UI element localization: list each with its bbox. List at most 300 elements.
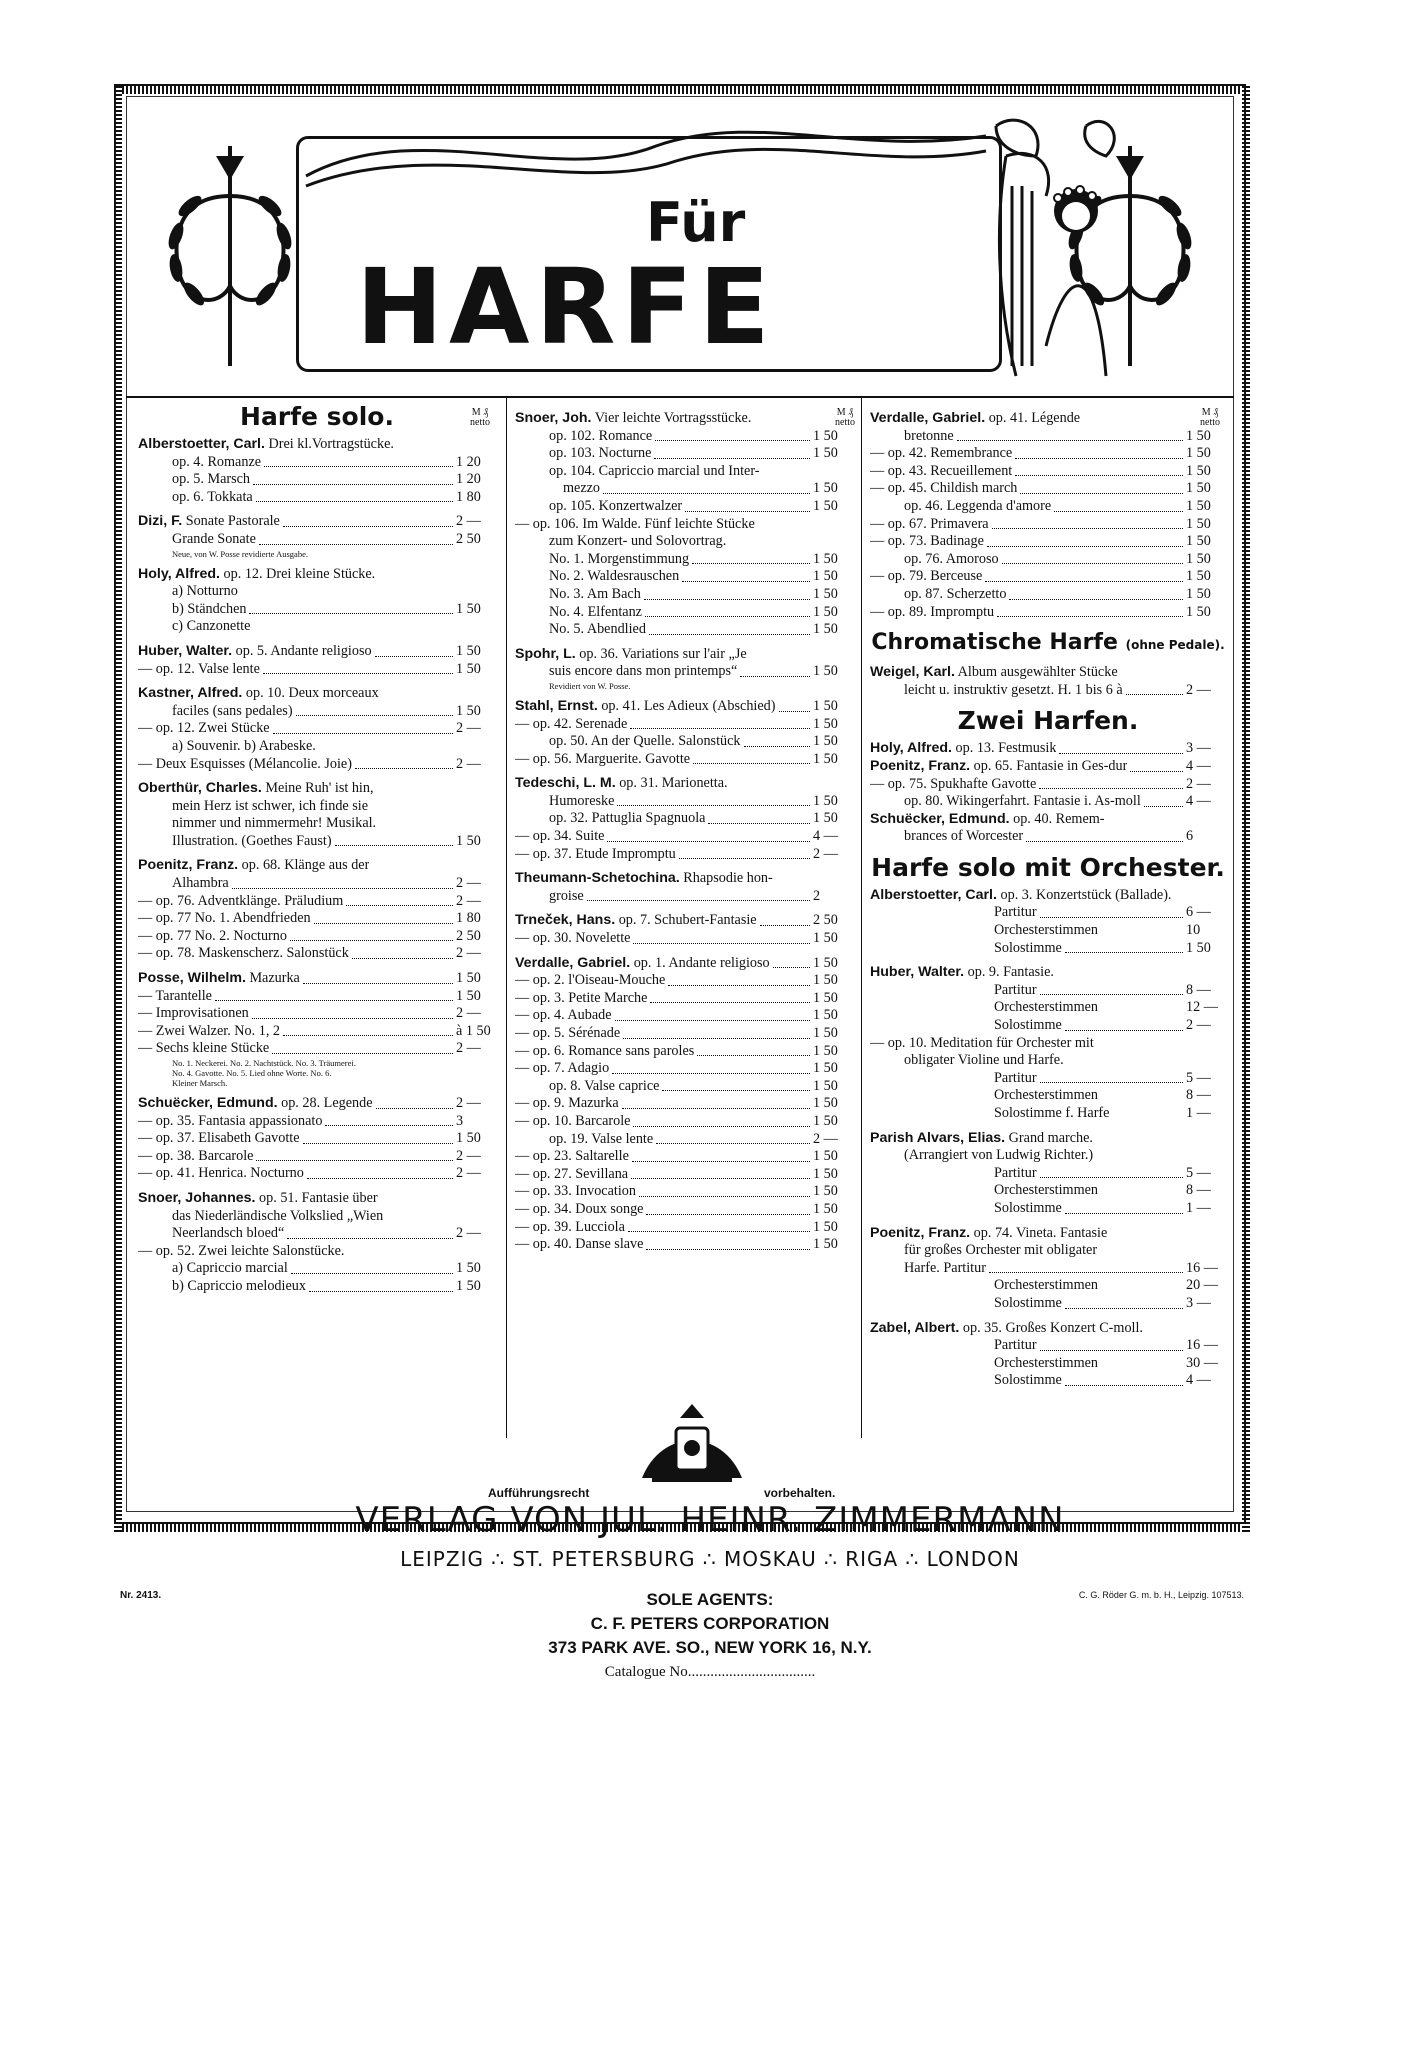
entry-line <box>515 516 853 534</box>
price: 1 50 <box>1186 515 1211 532</box>
entry-title <box>138 1023 280 1041</box>
work-title: op. 105. Konzertwalzer <box>549 497 683 514</box>
entry-line <box>138 513 496 531</box>
work-title: op. 104. Capriccio marcial und Inter- <box>549 462 760 479</box>
dot-leader <box>1144 806 1183 807</box>
dot-leader <box>655 440 810 441</box>
entry-line <box>515 428 853 446</box>
entry-title <box>904 682 1123 700</box>
price: 1 50 <box>813 989 838 1006</box>
work-title: op. 68. Klänge aus der <box>238 857 370 874</box>
entry-title <box>904 428 954 446</box>
price: 1 50 <box>813 663 838 680</box>
dot-leader <box>325 1125 453 1126</box>
work-title: — op. 77 No. 1. Abendfrieden <box>138 910 311 927</box>
entry-title <box>172 471 250 489</box>
entry-line <box>515 810 853 828</box>
price: 8 — <box>1186 981 1211 998</box>
dot-leader <box>1040 917 1183 918</box>
entry-title <box>172 549 308 559</box>
dot-leader <box>615 1020 810 1021</box>
work-title: — op. 4. Aubade <box>515 1007 612 1024</box>
entry-title <box>172 583 238 601</box>
entry-line <box>870 428 1226 446</box>
dot-leader <box>957 440 1183 441</box>
price: 1 50 <box>456 987 481 1004</box>
entry-line <box>138 583 496 601</box>
entry-title <box>138 1113 322 1131</box>
catalogue-entry <box>138 685 496 773</box>
work-title: Grand marche. <box>1005 1129 1093 1146</box>
entry-title <box>994 1355 1098 1373</box>
entry-title <box>870 1130 1093 1148</box>
entry-line <box>515 586 853 604</box>
dot-leader <box>264 466 453 467</box>
entry-title <box>515 972 665 990</box>
entry-line <box>138 1113 496 1131</box>
composer-name: Alberstoetter, Carl. <box>138 436 265 452</box>
section-heading-harfe-mit-orchester: Harfe solo mit Orchester. <box>871 852 1225 882</box>
entry-line <box>138 471 496 489</box>
price: 1 50 <box>813 1007 838 1024</box>
entry-title <box>549 533 726 551</box>
work-title: No. 4. Elfentanz <box>549 603 642 620</box>
entry-title <box>515 410 751 428</box>
work-title: — op. 30. Novelette <box>515 930 631 947</box>
entry-line <box>870 1017 1226 1035</box>
entry-line <box>138 1040 496 1058</box>
work-title: brances of Worcester <box>904 828 1024 845</box>
entry-title <box>904 586 1006 604</box>
dot-leader <box>352 958 453 959</box>
entry-title <box>138 1148 253 1166</box>
price: 4 — <box>1186 1372 1211 1389</box>
entry-line <box>138 643 496 661</box>
entry-title <box>870 964 1054 982</box>
work-title: op. 74. Vineta. Fantasie <box>970 1224 1108 1241</box>
price: 1 50 <box>813 1060 838 1077</box>
price: 1 50 <box>813 497 838 514</box>
price: 2 50 <box>456 530 481 547</box>
dot-leader <box>1054 511 1183 512</box>
entry-line <box>870 586 1226 604</box>
work-title: — op. 3. Petite Marche <box>515 989 648 1006</box>
entry-title <box>515 930 630 948</box>
catalogue-entry <box>138 513 496 558</box>
dot-leader <box>290 940 453 941</box>
catalogue-entry <box>870 887 1226 957</box>
work-title: op. 41. Légende <box>985 410 1081 426</box>
catalogue-entry <box>138 970 496 1088</box>
entry-title <box>138 1190 378 1208</box>
work-title: — op. 7. Adagio <box>515 1060 610 1077</box>
work-title: — op. 35. Fantasia appassionato <box>138 1112 323 1129</box>
entry-title <box>904 1052 1064 1070</box>
work-title: — op. 12. Valse lente <box>138 660 260 677</box>
price: 1 50 <box>813 1042 838 1059</box>
entry-title <box>138 893 343 911</box>
price: 2 — <box>456 875 481 892</box>
dot-leader <box>1126 694 1183 695</box>
composer-name: Posse, Wilhelm. <box>138 970 246 987</box>
dot-leader <box>997 616 1183 617</box>
price: 2 — <box>813 845 838 862</box>
entry-title <box>870 1320 1143 1338</box>
work-title: Drei kl.Vortragstücke. <box>264 436 394 452</box>
dot-leader <box>708 823 810 824</box>
dot-leader <box>685 511 810 512</box>
price: 2 <box>813 887 821 904</box>
dot-leader <box>760 925 810 926</box>
price: 1 20 <box>456 453 481 470</box>
work-title: — op. 75. Spukhafte Gavotte <box>870 775 1037 792</box>
price: 3 — <box>1186 740 1211 757</box>
entry-line <box>515 793 853 811</box>
entry-title <box>172 1058 356 1068</box>
dot-leader <box>1059 753 1183 754</box>
dot-leader <box>612 1073 810 1074</box>
entry-list <box>870 407 1226 621</box>
entry-title <box>904 1242 1097 1260</box>
price: 1 50 <box>456 1277 481 1294</box>
dot-leader <box>375 656 453 657</box>
entry-title <box>994 1070 1037 1088</box>
catalogue-entry <box>515 775 853 863</box>
entry-line <box>515 646 853 664</box>
entry-line <box>515 407 854 428</box>
dot-leader <box>1015 475 1183 476</box>
work-title: obligater Violine und Harfe. <box>904 1052 1064 1069</box>
work-title: Partitur <box>994 904 1037 921</box>
work-title: — op. 45. Childish march <box>870 480 1018 497</box>
work-title: nimmer und nimmermehr! Musikal. <box>172 815 377 832</box>
entry-title <box>138 780 374 798</box>
section-heading-harfe-solo: Harfe solo. <box>240 402 394 431</box>
entry-title <box>870 445 1012 463</box>
entry-title <box>870 664 1118 682</box>
catalogue-entry <box>870 1130 1226 1218</box>
entry-line <box>515 1148 853 1166</box>
entry-title <box>515 955 770 973</box>
price: 1 50 <box>456 600 481 617</box>
work-title: Partitur <box>994 1337 1037 1354</box>
entry-title <box>515 1113 630 1131</box>
dot-leader <box>1065 1213 1183 1214</box>
work-title: — op. 9. Mazurka <box>515 1095 619 1112</box>
work-title: op. 5. Marsch <box>172 471 251 488</box>
entry-line <box>515 733 853 751</box>
composer-name: Zabel, Albert. <box>870 1319 960 1336</box>
entry-title <box>515 698 776 716</box>
work-title: leicht u. instruktiv gesetzt. H. 1 bis 6 à <box>904 681 1123 698</box>
entry-title <box>994 940 1062 958</box>
work-title: No. 4. Gavotte. No. 5. Lied ohne Worte. No. 6. <box>172 1068 332 1078</box>
dot-leader <box>630 728 810 729</box>
entry-title <box>515 828 604 846</box>
price: 1 80 <box>456 488 481 505</box>
entry-title <box>549 888 584 906</box>
work-title: — op. 41. Henrica. Nocturno <box>138 1165 304 1182</box>
entry-line <box>138 549 496 559</box>
entry-line <box>870 463 1226 481</box>
entry-list <box>138 436 496 1296</box>
work-title: Neerlandsch bloed“ <box>172 1225 285 1242</box>
price: 1 50 <box>813 1236 838 1253</box>
entry-title <box>870 776 1036 794</box>
work-title: op. 12. Drei kleine Stücke. <box>219 565 376 582</box>
composer-name: Dizi, F. <box>138 513 183 530</box>
entry-title <box>515 1166 628 1184</box>
entry-line <box>870 1130 1226 1148</box>
dot-leader <box>1040 994 1183 995</box>
entry-title <box>549 604 642 622</box>
entry-line <box>515 1025 853 1043</box>
entry-line <box>138 910 496 928</box>
catalogue-entry <box>515 912 853 947</box>
entry-title <box>515 716 627 734</box>
price: 2 — <box>456 755 481 772</box>
entry-title <box>172 1078 227 1088</box>
work-title: — op. 106. Im Walde. Fünf leichte Stücke <box>515 515 755 532</box>
entry-title <box>138 1040 269 1058</box>
dot-leader <box>992 528 1183 529</box>
dot-leader <box>633 1126 810 1127</box>
entry-title <box>994 1105 1109 1123</box>
dot-leader <box>346 905 453 906</box>
title-header <box>126 96 1234 398</box>
netto-label: netto <box>835 417 855 428</box>
entry-title <box>904 1147 1093 1165</box>
work-title: — op. 5. Sérénade <box>515 1025 621 1041</box>
dot-leader <box>263 673 453 674</box>
price: 1 50 <box>1186 462 1211 479</box>
entry-line <box>138 1165 496 1183</box>
dot-leader <box>1026 841 1183 842</box>
composer-name: Snoer, Joh. <box>515 410 592 426</box>
work-title: Grande Sonate <box>172 530 256 547</box>
dot-leader <box>1015 458 1183 459</box>
work-title: Solostimme <box>994 1294 1062 1311</box>
entry-line <box>138 685 496 703</box>
catalogue-entry <box>515 698 853 768</box>
composer-name: Parish Alvars, Elias. <box>870 1129 1006 1146</box>
price: 2 — <box>1186 775 1211 792</box>
price: 1 50 <box>813 445 838 462</box>
entry-line <box>138 601 496 619</box>
entry-title <box>994 904 1037 922</box>
entry-title <box>870 463 1012 481</box>
entry-line <box>515 972 853 990</box>
work-title: — op. 77 No. 2. Nocturno <box>138 927 287 944</box>
entry-line <box>870 1147 1226 1165</box>
entry-title <box>515 1060 609 1078</box>
entry-title <box>549 551 689 569</box>
catalogue-entry <box>515 407 854 639</box>
dot-leader <box>283 1035 453 1036</box>
entry-line <box>515 1131 853 1149</box>
entry-line <box>870 1372 1226 1390</box>
entry-line <box>515 604 853 622</box>
price: 1 50 <box>813 480 838 497</box>
dot-leader <box>1065 1030 1183 1031</box>
entry-line <box>138 1208 496 1226</box>
work-title: Partitur <box>994 1069 1037 1086</box>
dot-leader <box>1040 1082 1183 1083</box>
entry-line <box>515 888 853 906</box>
dot-leader <box>587 900 810 901</box>
dot-leader <box>291 1273 453 1274</box>
entry-title <box>549 428 652 446</box>
entry-title <box>172 454 261 472</box>
price: 1 50 <box>813 621 838 638</box>
entry-title <box>172 618 250 636</box>
price: 1 50 <box>813 568 838 585</box>
price: 1 50 <box>1186 445 1211 462</box>
entry-line <box>870 682 1226 700</box>
price: 1 50 <box>1186 603 1211 620</box>
entry-title <box>549 1131 653 1149</box>
entry-list <box>870 664 1226 699</box>
dot-leader <box>256 501 453 502</box>
catalogue-entry <box>515 955 853 1254</box>
currency-label: M ₰ <box>1201 407 1219 418</box>
entry-line <box>138 489 496 507</box>
entry-title <box>172 489 253 507</box>
work-title: No. 3. Am Bach <box>549 585 641 602</box>
work-title: op. 13. Festmusik <box>951 740 1057 757</box>
composer-name: Schuëcker, Edmund. <box>870 810 1010 827</box>
dot-leader <box>631 1178 810 1179</box>
price: 1 50 <box>456 970 481 987</box>
dot-leader <box>656 1143 810 1144</box>
catalogue-entry <box>138 1190 496 1296</box>
price: 12 — <box>1186 999 1218 1016</box>
dot-leader <box>296 715 453 716</box>
entry-line <box>870 828 1226 846</box>
entry-title <box>138 661 260 679</box>
entry-title <box>870 480 1017 498</box>
price: 1 80 <box>456 910 481 927</box>
price: 1 50 <box>813 1112 838 1129</box>
dot-leader <box>740 676 810 677</box>
dot-leader <box>650 1002 810 1003</box>
catalogue-entry <box>515 646 853 691</box>
entry-title <box>515 1025 620 1043</box>
work-title: groise <box>549 887 584 904</box>
dot-leader <box>989 1272 1183 1273</box>
entry-line <box>138 1068 496 1078</box>
price: 1 50 <box>456 1130 481 1147</box>
catalogue-entry <box>870 407 1226 621</box>
work-title: Orchesterstimmen <box>994 1182 1099 1199</box>
title-fuer: Für <box>646 191 746 254</box>
entry-line <box>138 815 496 833</box>
entry-line <box>870 407 1226 428</box>
entry-title <box>549 733 741 751</box>
entry-line <box>138 661 496 679</box>
dot-leader <box>1002 563 1183 564</box>
entry-line <box>870 604 1226 622</box>
dot-leader <box>646 1214 810 1215</box>
catalogue-entry <box>515 870 853 905</box>
entry-line <box>138 1005 496 1023</box>
entry-line <box>138 1023 496 1041</box>
work-title: — Deux Esquisses (Mélancolie. Joie) <box>138 755 352 772</box>
work-title: — op. 10. Meditation für Orchester mit <box>870 1034 1094 1051</box>
entry-line <box>515 568 853 586</box>
work-title: bretonne <box>904 427 954 444</box>
entry-title <box>904 1260 986 1278</box>
price: 4 — <box>813 828 838 845</box>
price: 2 — <box>456 1147 481 1164</box>
price: 1 50 <box>813 972 838 989</box>
work-title: — Improvisationen <box>138 1005 249 1022</box>
agents-title: SOLE AGENTS: <box>646 1590 774 1609</box>
work-title: Kleiner Marsch. <box>172 1078 228 1088</box>
entry-title <box>172 875 229 893</box>
entry-line <box>515 1166 853 1184</box>
entry-title <box>172 531 256 549</box>
work-title: suis encore dans mon printemps“ <box>549 663 738 680</box>
entry-line <box>515 870 853 888</box>
dot-leader <box>617 805 810 806</box>
price: 1 50 <box>456 832 481 849</box>
composer-name: Tedeschi, L. M. <box>515 775 616 792</box>
work-title: Vier leichte Vortragsstücke. <box>591 410 752 426</box>
work-title: — op. 42. Serenade <box>515 715 628 732</box>
work-title: b) Ständchen <box>172 600 247 617</box>
entry-title <box>515 870 773 888</box>
entry-line <box>138 1095 496 1113</box>
price: 1 50 <box>813 810 838 827</box>
entry-line <box>870 533 1226 551</box>
entry-line <box>515 955 853 973</box>
entry-title <box>870 887 1171 905</box>
price: 1 50 <box>456 642 481 659</box>
entry-line <box>138 703 496 721</box>
catalogue-entry <box>138 436 496 506</box>
entry-title <box>994 1017 1062 1035</box>
catalogue-columns <box>126 398 1234 1438</box>
work-title: — op. 78. Maskenscherz. Salonstück <box>138 945 349 962</box>
entry-list <box>870 740 1226 846</box>
entry-line <box>138 1225 496 1243</box>
entry-title <box>994 1200 1062 1218</box>
price: 5 — <box>1186 1164 1211 1181</box>
work-title: — op. 73. Badinage <box>870 533 984 550</box>
price: 4 — <box>1186 757 1211 774</box>
work-title: b) Capriccio melodieux <box>172 1277 306 1294</box>
work-title: mein Herz ist schwer, ich finde sie <box>172 797 369 814</box>
dot-leader <box>314 923 453 924</box>
work-title: Solostimme <box>994 939 1062 956</box>
price: 8 — <box>1186 1087 1211 1104</box>
work-title: Illustration. (Goethes Faust) <box>172 832 332 849</box>
dot-leader <box>607 841 810 842</box>
entry-line <box>138 738 496 756</box>
entry-title <box>549 681 630 691</box>
sole-agents-stamp <box>0 1588 1420 1684</box>
dot-leader <box>697 1055 810 1056</box>
column-other-harp <box>870 398 1226 1438</box>
composer-name: Snoer, Johannes. <box>138 1189 256 1206</box>
entry-line <box>515 621 853 639</box>
dot-leader <box>303 983 453 984</box>
dot-leader <box>1040 1350 1183 1351</box>
entry-title <box>994 1277 1098 1295</box>
entry-line <box>515 912 853 930</box>
entry-title <box>549 621 646 639</box>
